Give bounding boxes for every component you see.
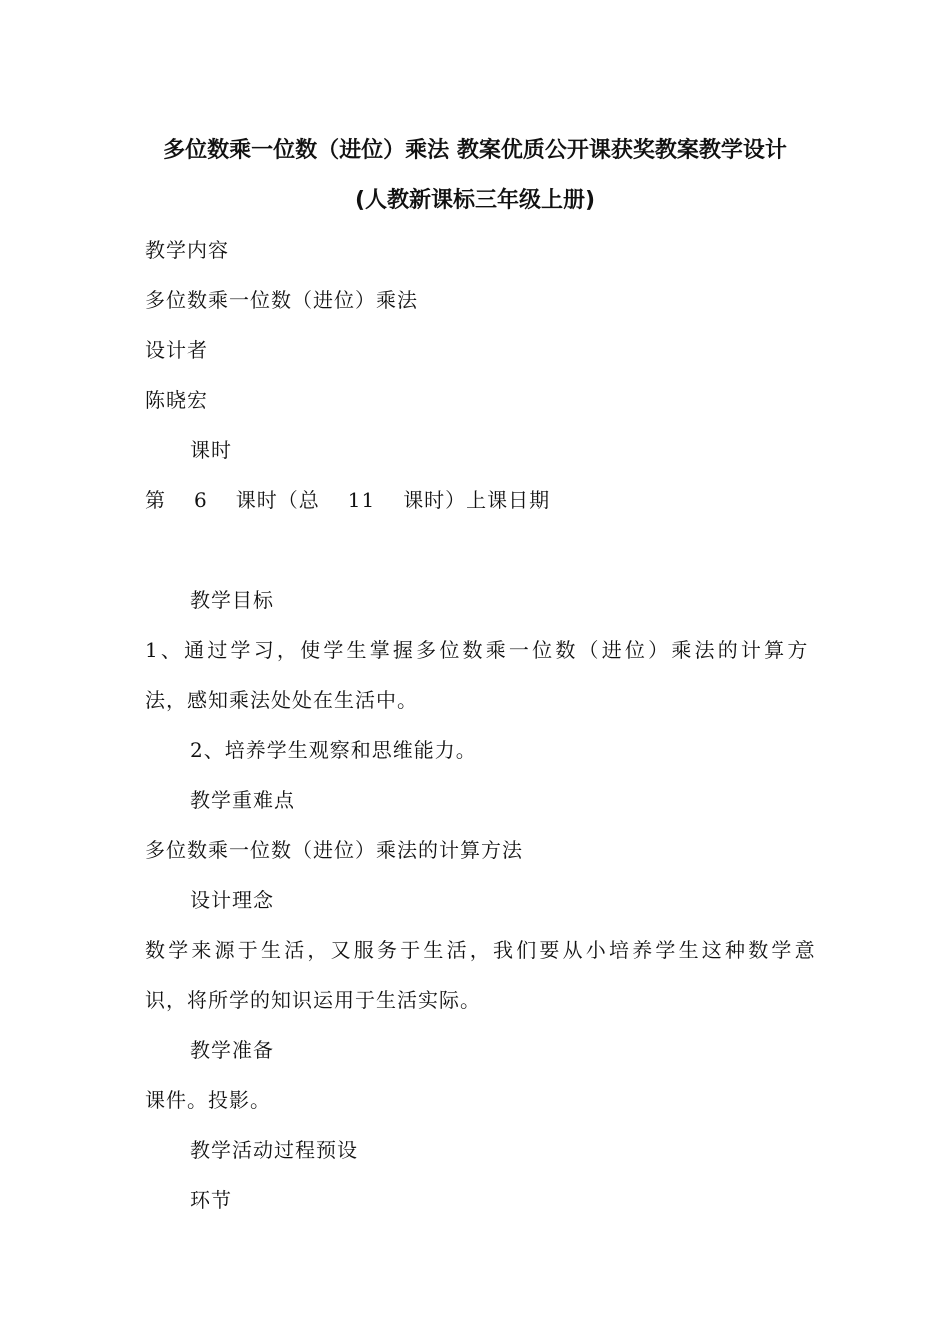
goals-heading: 教学目标 <box>190 588 274 612</box>
goal2: 2、培养学生观察和思维能力。 <box>190 738 477 762</box>
stage-heading: 环节 <box>190 1188 232 1212</box>
lesson-suffix: 课时）上课日期 <box>403 488 551 512</box>
philosophy-line1: 数学来源于生活，又服务于生活，我们要从小培养学生这种数学意 <box>145 938 818 962</box>
prep-heading: 教学准备 <box>190 1038 274 1062</box>
lesson-total: 11 <box>347 488 376 512</box>
lesson-prefix: 第 <box>145 488 166 512</box>
designer-name: 陈晓宏 <box>145 388 208 412</box>
lesson-heading: 课时 <box>190 438 232 462</box>
document-title: 多位数乘一位数（进位）乘法 教案优质公开课获奖教案教学设计 <box>163 138 787 163</box>
content-text: 多位数乘一位数（进位）乘法 <box>145 288 418 312</box>
philosophy-heading: 设计理念 <box>190 888 274 912</box>
process-heading: 教学活动过程预设 <box>190 1138 358 1162</box>
prep-text: 课件。投影。 <box>145 1088 271 1112</box>
designer-heading: 设计者 <box>145 338 208 362</box>
lesson-number: 6 <box>194 488 208 512</box>
goal1-line1: 1、通过学习，使学生掌握多位数乘一位数（进位）乘法的计算方 <box>145 638 811 662</box>
lesson-info <box>145 486 550 514</box>
content-heading: 教学内容 <box>145 238 229 262</box>
document-subtitle: (人教新课标三年级上册) <box>354 188 596 213</box>
lesson-middle: 课时（总 <box>235 488 320 512</box>
goal1-line2: 法，感知乘法处处在生活中。 <box>145 688 418 712</box>
keypoints-text: 多位数乘一位数（进位）乘法的计算方法 <box>145 838 523 862</box>
keypoints-heading: 教学重难点 <box>190 788 295 812</box>
philosophy-line2: 识，将所学的知识运用于生活实际。 <box>145 988 481 1012</box>
